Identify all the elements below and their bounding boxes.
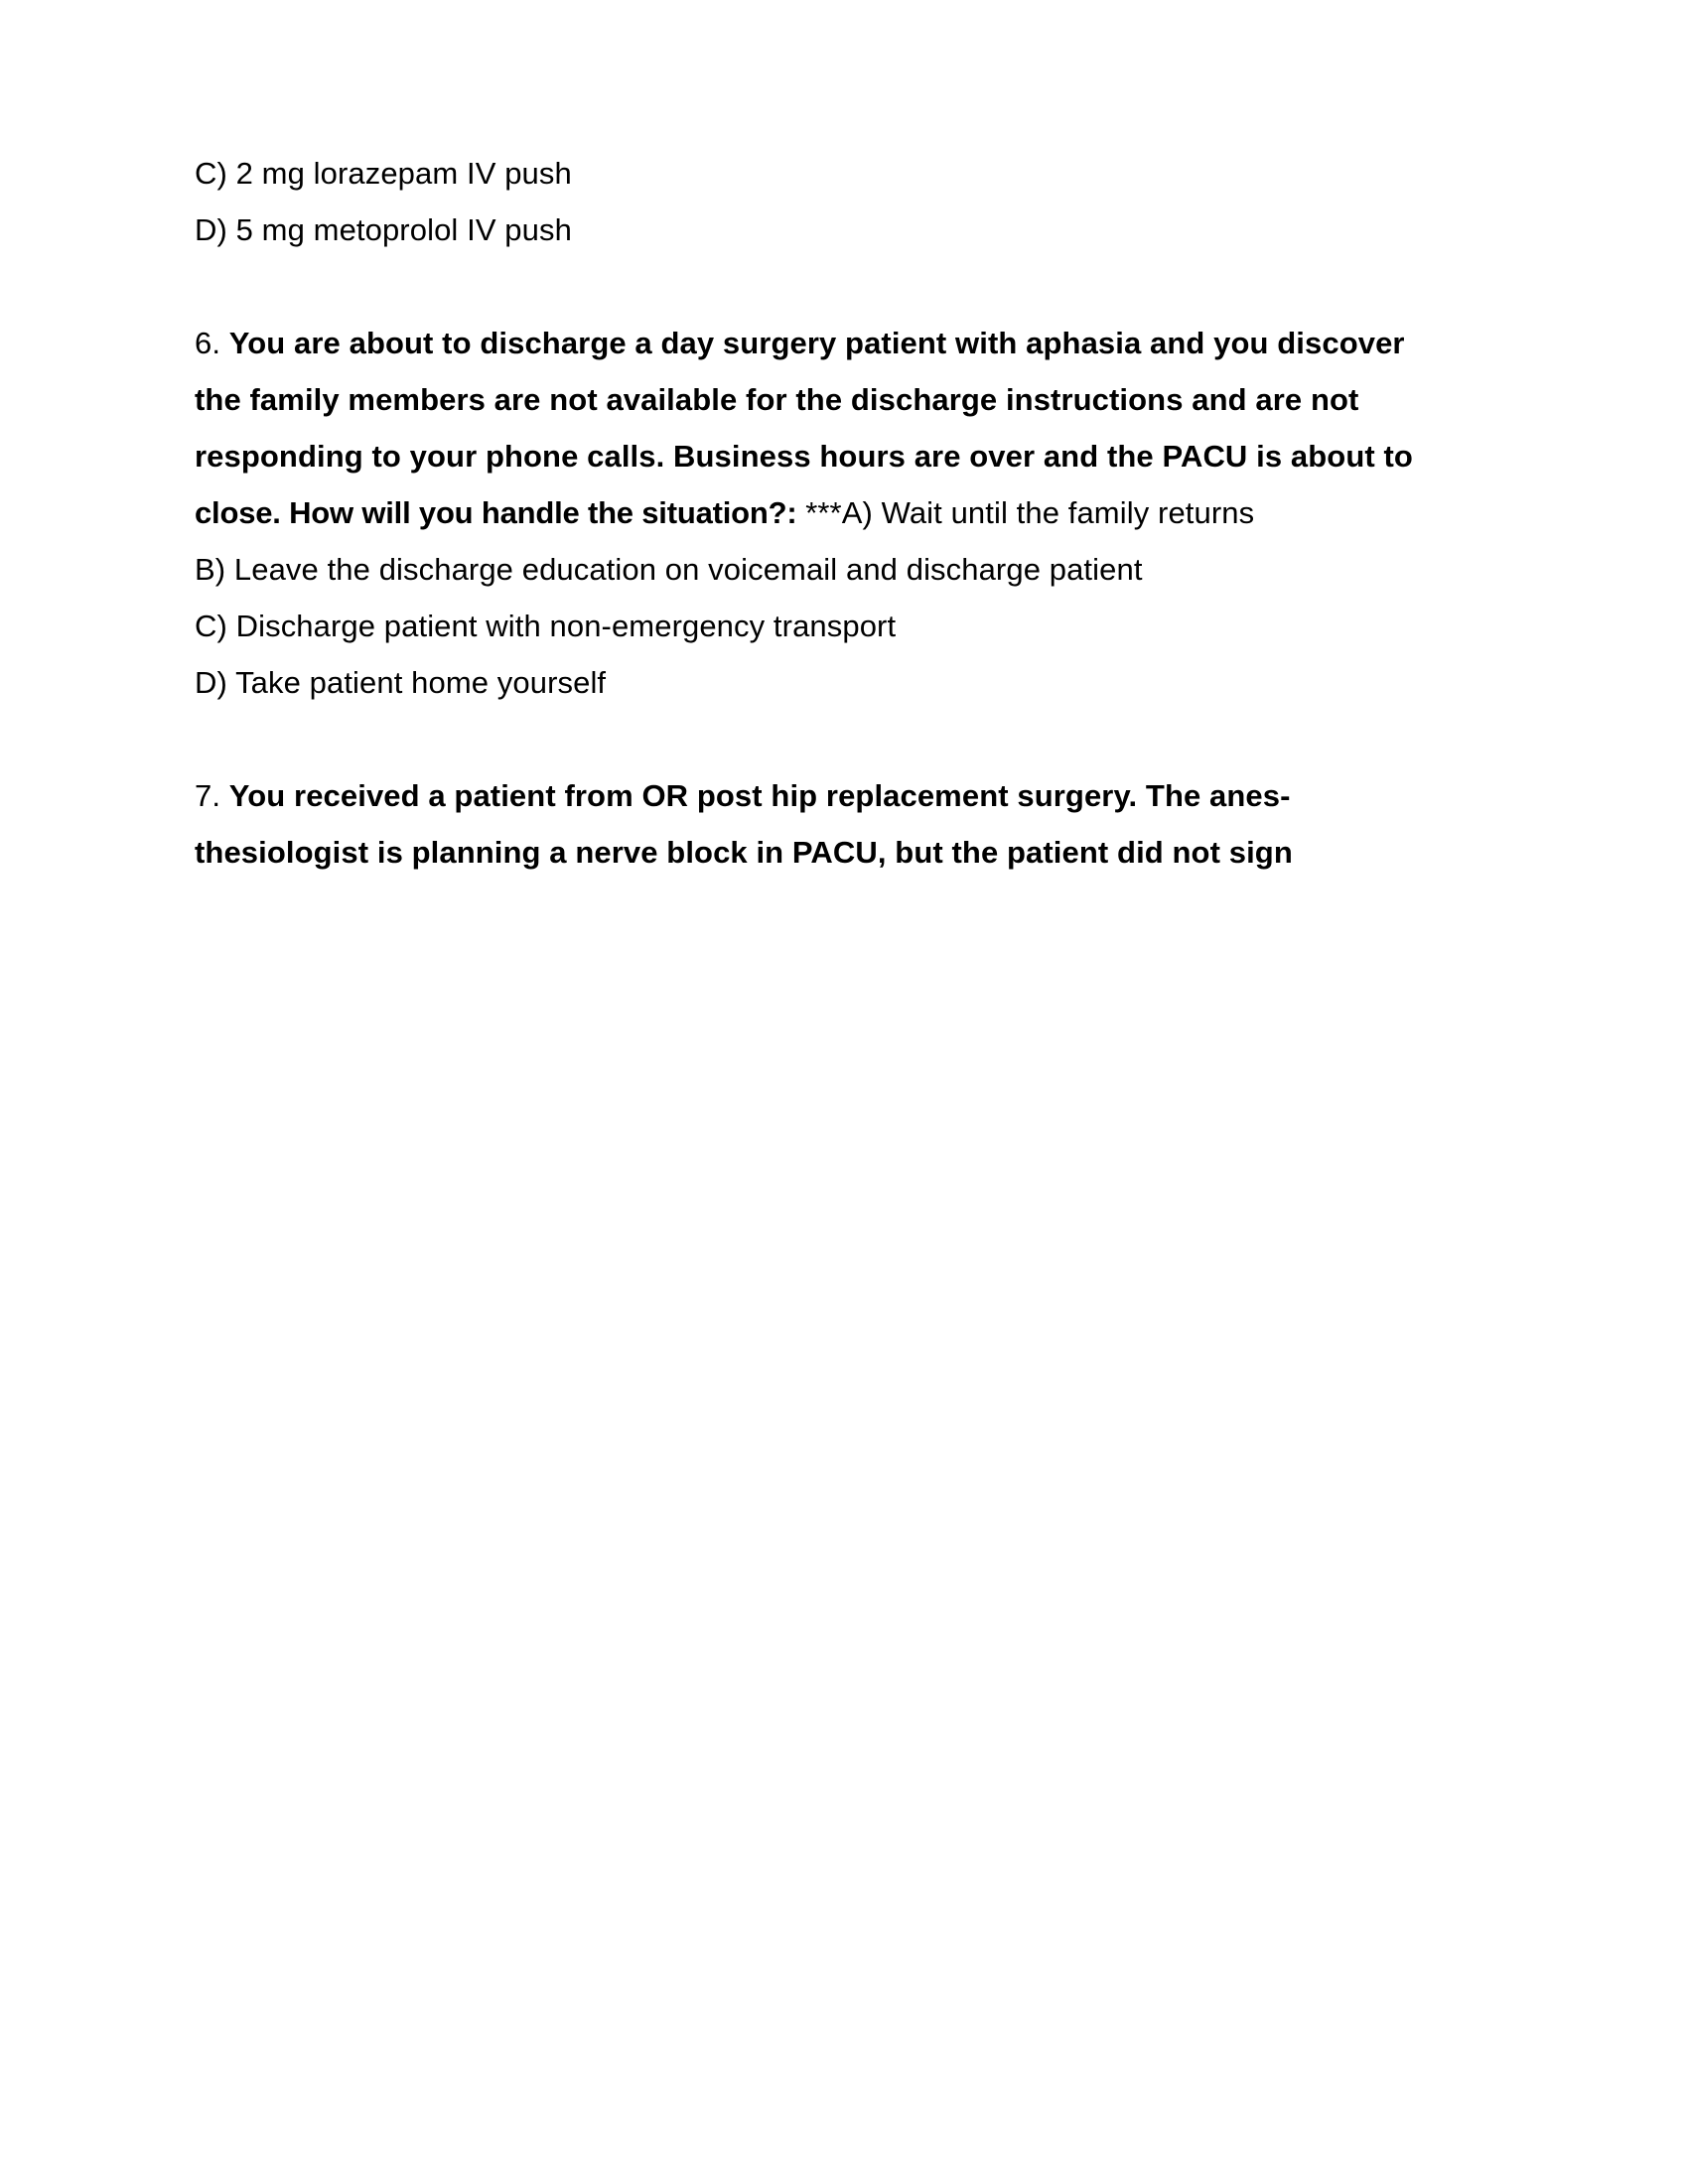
question-6-option-c: C) Discharge patient with non-emergency transport (195, 609, 897, 643)
question-7-stem-text-1: You received a patient from OR post hip replacement surgery. The anes- (228, 778, 1291, 813)
question-6-stem-text-1: You are about to discharge a day surgery patient with aphasia and you discover (228, 326, 1405, 360)
question-6-answer-a: ***A) Wait until the family returns (805, 495, 1255, 530)
answer-option-c-prev: C) 2 mg lorazepam IV push (195, 156, 572, 191)
question-6-stem-line-1 (195, 315, 1515, 371)
previous-question-options (195, 145, 1515, 258)
question-7-stem-line-2: thesiologist is planning a nerve block in PACU, but the patient did not sign (195, 835, 1293, 870)
paragraph-gap-2 (195, 711, 1515, 767)
document-text-body (195, 145, 1515, 881)
paragraph-gap-1 (195, 258, 1515, 315)
question-7-block (195, 767, 1515, 881)
question-7-stem-line-1 (195, 767, 1515, 824)
question-6-block (195, 315, 1515, 711)
question-7-number: 7. (195, 778, 221, 813)
question-6-option-b: B) Leave the discharge education on voicemail and discharge patient (195, 552, 1143, 587)
question-6-number: 6. (195, 326, 221, 360)
question-6-stem-text-4: close. How will you handle the situation?: (195, 495, 797, 530)
answer-option-d-prev: D) 5 mg metoprolol IV push (195, 212, 572, 247)
question-6-stem-line-4 (195, 484, 1515, 541)
question-6-option-d: D) Take patient home yourself (195, 665, 607, 700)
question-6-stem-line-2: the family members are not available for the discharge instructions and are not (195, 382, 1359, 417)
question-6-stem-line-3: responding to your phone calls. Business hours are over and the PACU is about to (195, 439, 1413, 474)
